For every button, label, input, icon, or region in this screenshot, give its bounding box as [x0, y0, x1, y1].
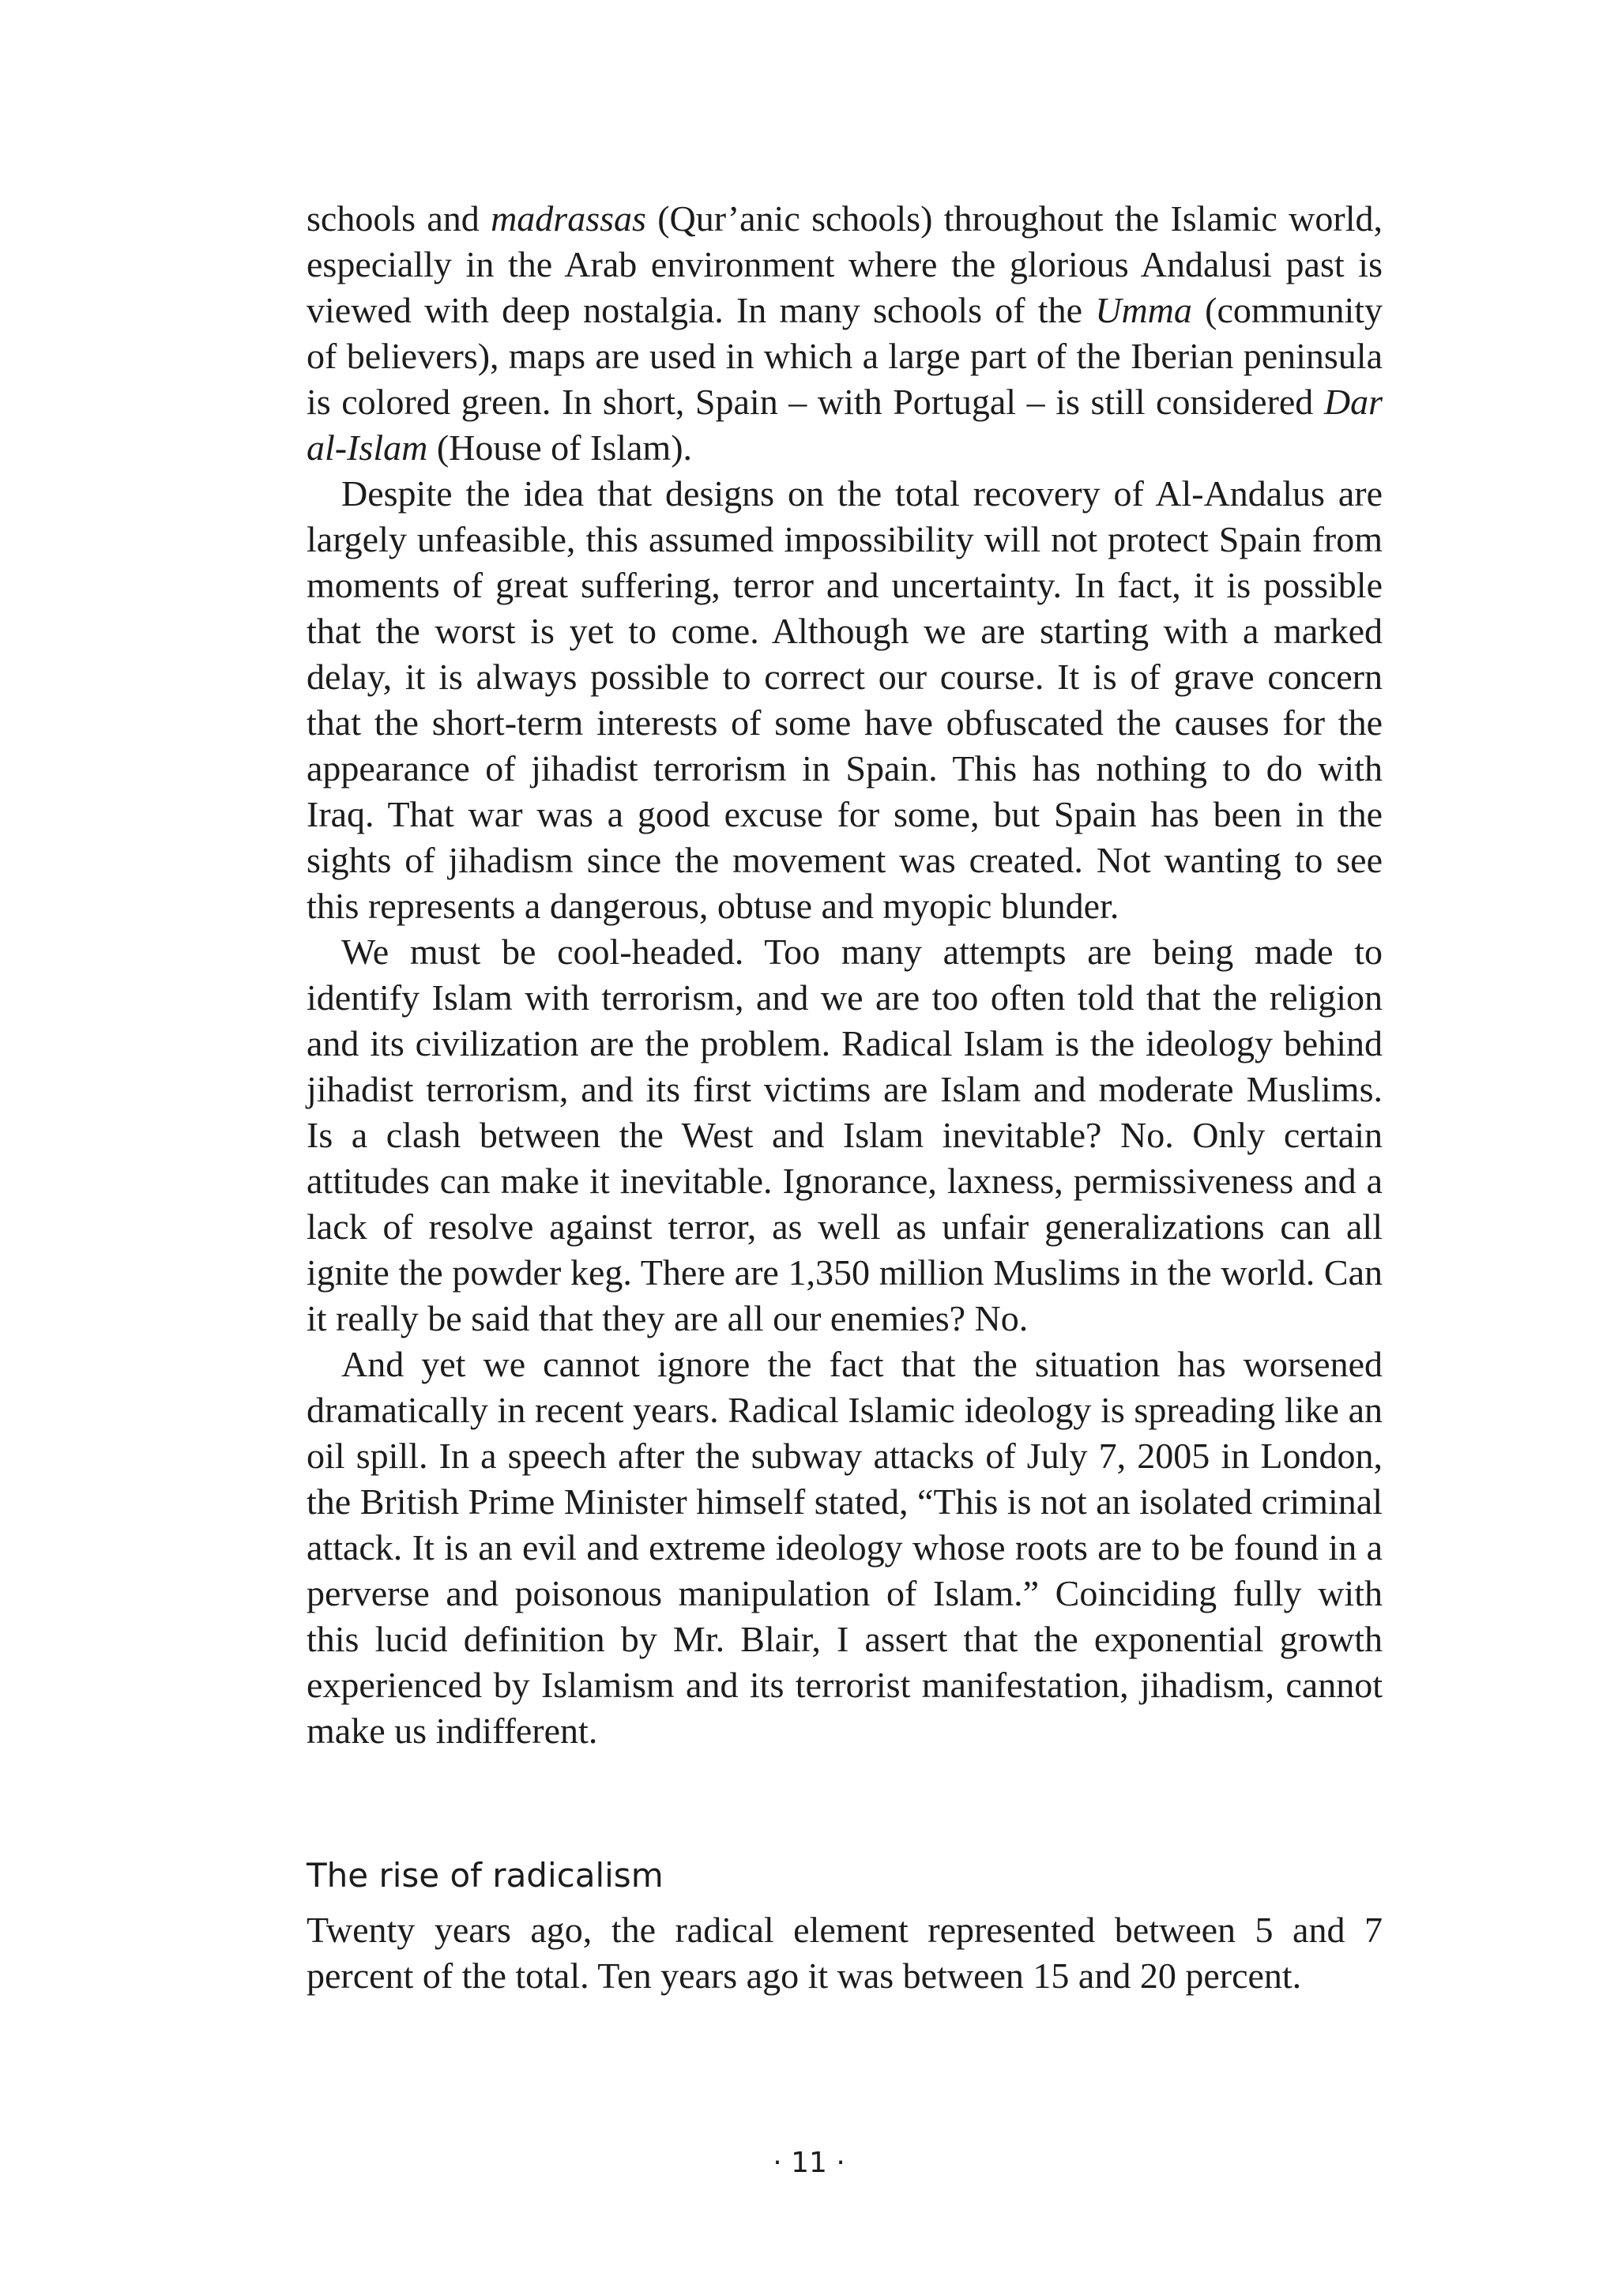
paragraph-4: And yet we cannot ignore the fact that the situation has worsened dramatically in recent years. Radical Islamic ideology is spreading like an oil spill. In a speech after the subway attacks of July 7, 2005 in London, the British Prime Minister himself stated, “This is not an isolated criminal attack. It is an evil and extreme ideology whose roots are to be found in a perverse and poisonous manipulation of Islam.” Coinciding fully with this lucid definition by Mr. Blair, I assert that the exponential growth experienced by Islamism and its terrorist manifestation, jihadism, cannot make us indifferent. — [307, 1344, 1383, 1751]
section-paragraph-1: Twenty years ago, the radical element represented between 5 and 7 percent of the total. Ten years ago it was between 15 and 20 percent. — [307, 1910, 1383, 1996]
section-heading: The rise of radicalism — [307, 1856, 664, 1895]
paragraph-1-text-c: (community of believers), maps are used in which a large part of the Iberian peninsula is colored green. In short, Spain – with Portugal – is still considered — [307, 290, 1383, 422]
body-text — [307, 196, 1383, 1754]
paragraph-1-italic-madrassas: madrassas — [491, 198, 646, 239]
paragraph-1-text-b: (Qur’anic schools) throughout the Islamic world, especially in the Arab environment where the glorious Andalusi past is viewed with deep nostalgia. In many schools of the — [307, 198, 1383, 330]
paragraph-2: Despite the idea that designs on the total recovery of Al-Andalus are largely unfeasible, this assumed impossibility will not protect Spain from moments of great suffering, terror and uncertainty. In fact, it is possible that the worst is yet to come. Although we are starting with a marked delay, it is always possible to correct our course. It is of grave concern that the short-term interests of some have obfuscated the causes for the appearance of jihadist terrorism in Spain. This has nothing to do with Iraq. That war was a good excuse for some, but Spain has been in the sights of jihadism since the movement was created. Not wanting to see this represents a dangerous, obtuse and myopic blunder. — [307, 473, 1383, 926]
paragraph-3: We must be cool-headed. Too many attempts are being made to identify Islam with terrorism, and we are too often told that the religion and its civilization are the problem. Radical Islam is the ideology behind jihadist terrorism, and its first victims are Islam and moderate Muslims. Is a clash between the West and Islam inevitable? No. Only certain attitudes can make it inevitable. Ignorance, laxness, permissiveness and a lack of resolve against terror, as well as unfair generalizations can all ignite the powder keg. There are 1,350 million Muslims in the world. Can it really be said that they are all our enemies? No. — [307, 932, 1383, 1338]
page-number: · 11 · — [773, 2147, 845, 2179]
paragraph-1-text-d: (House of Islam). — [427, 427, 693, 468]
paragraph-1-italic-umma: Umma — [1095, 290, 1192, 330]
paragraph-1 — [307, 196, 1383, 471]
paragraph-1-italic-dar-al-islam: Dar al-Islam — [307, 382, 1383, 468]
section-body-text — [307, 1907, 1383, 1999]
paragraph-1-text-a: schools and — [307, 198, 491, 239]
